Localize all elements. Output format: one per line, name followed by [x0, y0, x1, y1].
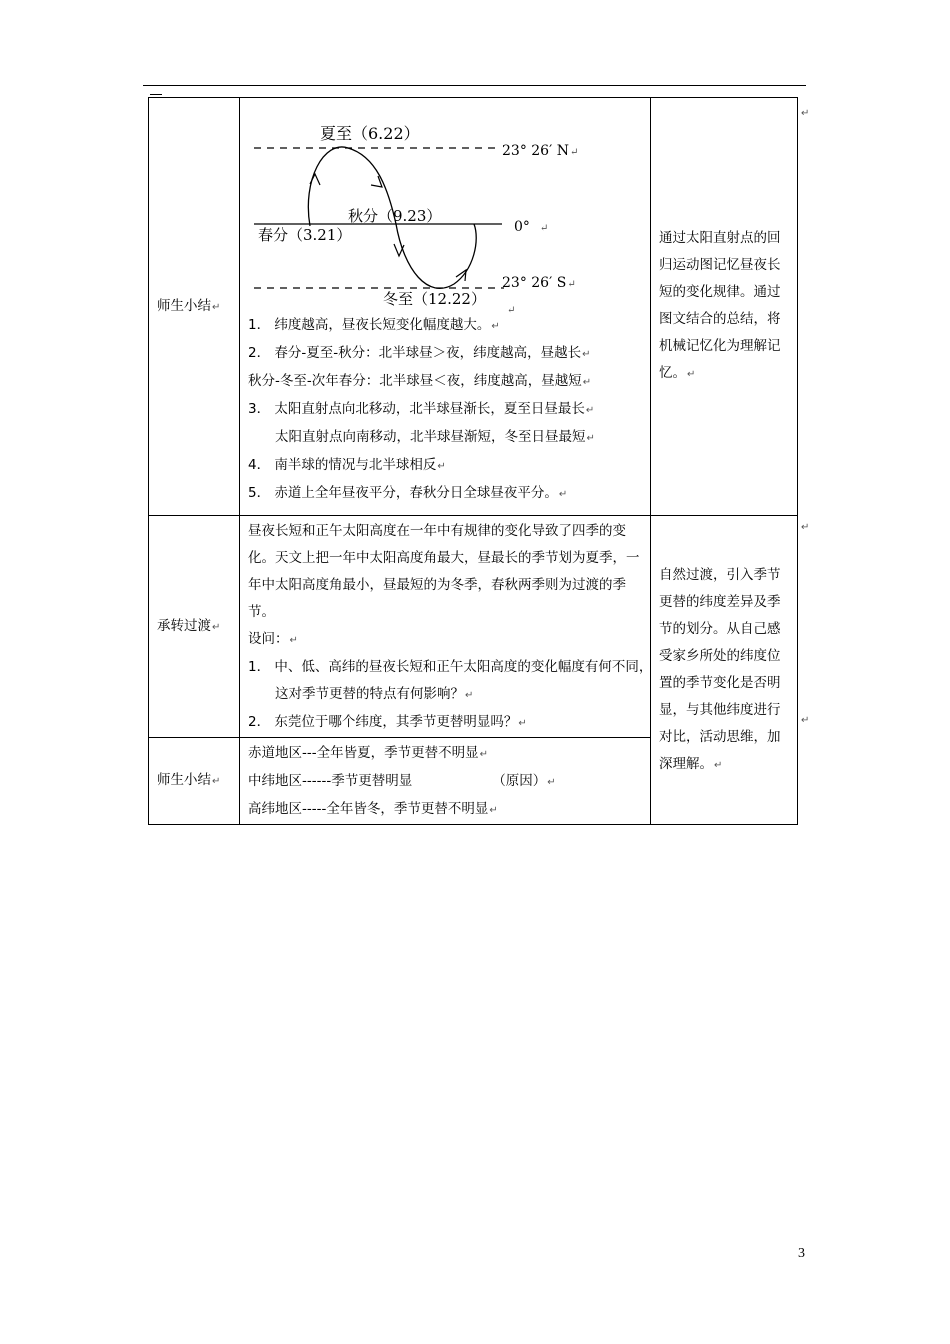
tropic-south-label: 23° 26′ S↵ — [502, 275, 576, 291]
summary-point: 4． 南半球的情况与北半球相反↵ — [248, 457, 446, 473]
lesson-plan-table — [148, 97, 798, 825]
latitude-summary-line: 中纬地区------季节更替明显 （原因）↵ — [248, 773, 556, 789]
question-item-continued: 这对季节更替的特点有何影响？↵ — [275, 686, 474, 702]
transition-paragraph: 昼夜长短和正午太阳高度在一年中有规律的变化导致了四季的变化。天文上把一年中太阳高度角最大，昼最长的季节划为夏季，一年中太阳高度角最小，昼最短的为冬季，春秋两季则为过渡的季节。 — [248, 523, 640, 620]
autumn-equinox-label: 秋分（9.23） — [348, 207, 442, 225]
summary-cell — [240, 98, 651, 516]
question-item: 1． 中、低、高纬的昼夜长短和正午太阳高度的变化幅度有何不同， — [248, 659, 653, 675]
summary-point: 5． 赤道上全年昼夜平分，春秋分日全球昼夜平分。↵ — [248, 485, 568, 501]
subsolar-migration-figure — [248, 100, 648, 312]
winter-solstice-label: 冬至（12.22） — [383, 290, 486, 308]
table-row — [149, 516, 798, 738]
spring-equinox-label: 春分（3.21） — [258, 226, 352, 244]
table-anchor-mark — [150, 94, 162, 95]
question-item: 2． 东莞位于哪个纬度，其季节更替明显吗？↵ — [248, 714, 527, 730]
row-end-mark: ↵ — [801, 522, 810, 533]
summary-point: 1． 纬度越高，昼夜长短变化幅度越大。↵ — [248, 317, 500, 333]
summary-point: 秋分-冬至-次年春分：北半球昼＜夜，纬度越高，昼越短↵ — [248, 373, 592, 389]
summer-solstice-label: 夏至（6.22） — [320, 124, 420, 143]
summary-point: 太阳直射点向南移动，北半球昼渐短，冬至日昼最短↵ — [275, 429, 595, 445]
transition-cell — [240, 516, 651, 738]
page-number: 3 — [798, 1246, 805, 1261]
row-label: 师生小结↵ — [149, 738, 240, 825]
row-label: 师生小结↵ — [149, 98, 240, 516]
latitude-summary-line: 赤道地区---全年皆夏，季节更替不明显↵ — [248, 745, 489, 761]
latitude-summary-line: 高纬地区-----全年皆冬，季节更替不明显↵ — [248, 801, 498, 817]
arrow-up-icon — [456, 270, 466, 281]
row-end-mark: ↵ — [801, 108, 810, 119]
table-row — [149, 98, 798, 516]
header-rule — [143, 85, 806, 86]
teaching-note: 自然过渡，引入季节更替的纬度差异及季节的划分。从自己感受家乡所处的纬度位置的季节变化是否明显，与其他纬度进行对比，活动思维，加深理解。↵ — [651, 516, 798, 825]
question-intro: 设问：↵ — [248, 631, 298, 647]
row-end-mark: ↵ — [801, 715, 810, 726]
latitude-summary-cell — [240, 738, 651, 825]
diagram-paragraph-mark: ↵ — [507, 305, 516, 316]
teaching-note: 通过太阳直射点的回归运动图记忆昼夜长短的变化规律。通过图文结合的总结，将机械记忆化为理解记忆。↵ — [651, 98, 798, 516]
subsolar-point-diagram — [248, 100, 648, 316]
tropic-north-label: 23° 26′ N↵ — [502, 143, 579, 159]
equator-degree-label: 0° ↵ — [514, 219, 549, 235]
summary-point: 2． 春分-夏至-秋分：北半球昼＞夜，纬度越高，昼越长↵ — [248, 345, 591, 361]
row-label: 承转过渡↵ — [149, 516, 240, 738]
summary-point: 3． 太阳直射点向北移动，北半球昼渐长，夏至日昼最长↵ — [248, 401, 595, 417]
